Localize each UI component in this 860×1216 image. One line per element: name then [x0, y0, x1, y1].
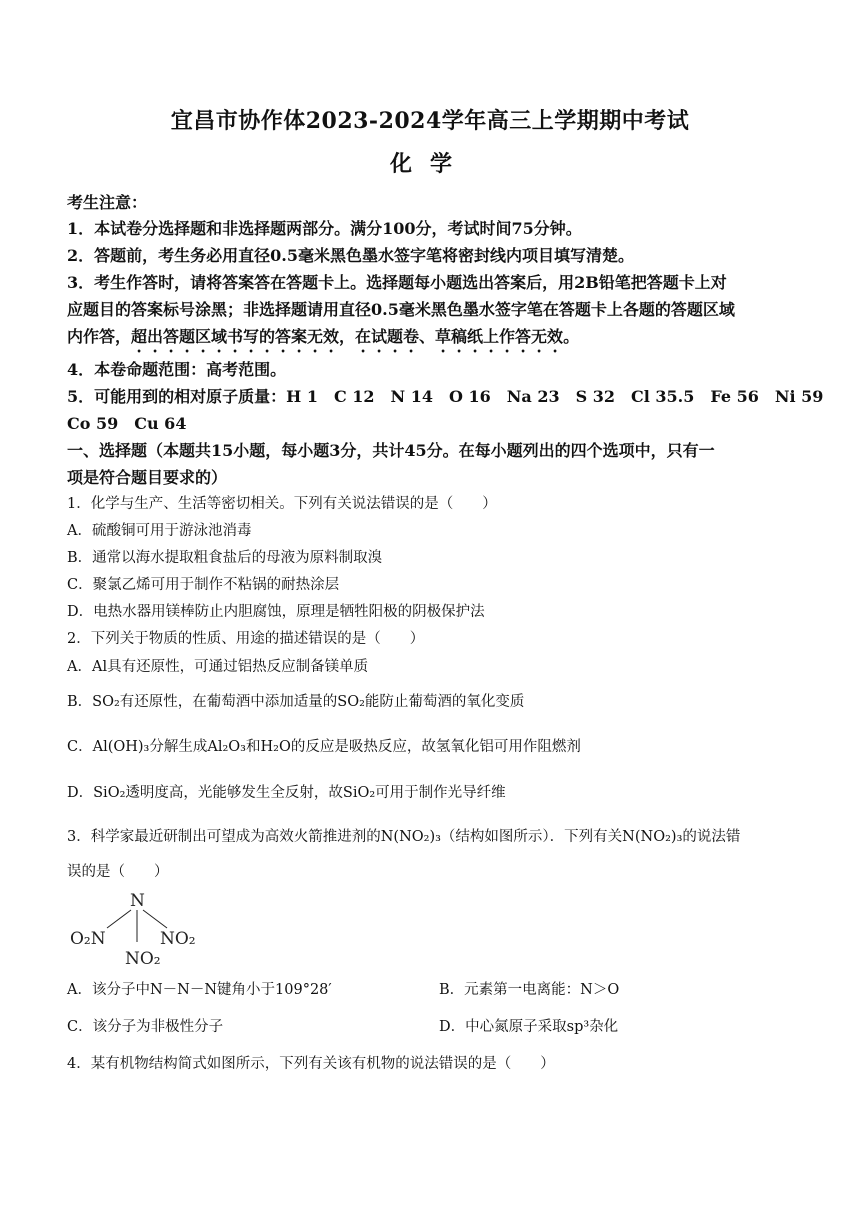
notice-3c-emph2: 在试题卷、草稿纸上作答无效 — [355, 327, 564, 346]
notice-line-3a: 3．考生作答时，请将答案答在答题卡上。选择题每小题选出答案后，用2B铅笔把答题卡上对 — [67, 273, 727, 292]
notice-line-1: 1．本试卷分选择题和非选择题两部分。满分100分，考试时间75分钟。 — [67, 219, 582, 238]
n-no2-3-structure — [67, 890, 207, 970]
q2-option-b: B．SO₂有还原性，在葡萄酒中添加适量的SO₂能防止葡萄酒的氧化变质 — [67, 694, 525, 710]
q3-option-d: D．中心氮原子采取sp³杂化 — [439, 1019, 619, 1035]
q1-option-d: D．电热水器用镁棒防止内胆腐蚀，原理是牺牲阳极的阴极保护法 — [67, 604, 485, 620]
right-no2-label: NO₂ — [160, 929, 196, 949]
central-n-label: N — [130, 891, 145, 911]
q1-option-c: C．聚氯乙烯可用于制作不粘锅的耐热涂层 — [67, 577, 340, 593]
q1-option-a: A．硫酸铜可用于游泳池消毒 — [67, 523, 252, 539]
q2-option-c: C．Al(OH)₃分解生成Al₂O₃和H₂O的反应是吸热反应，故氢氧化铝可用作阻燃剂 — [67, 739, 581, 755]
section-heading-2: 项是符合题目要求的） — [67, 468, 228, 487]
notice-3c-post: ， — [339, 327, 356, 346]
q1-stem: 1．化学与生产、生活等密切相关。下列有关说法错误的是（ ） — [67, 496, 497, 512]
bond-right — [143, 910, 167, 928]
subject-title: 化学 — [389, 151, 470, 177]
q3-option-b: B．元素第一电离能：N＞O — [439, 982, 620, 998]
notice-line-5a: 5．可能用到的相对原子质量：H 1 C 12 N 14 O 16 Na 23 S 32 Cl 35.5 Fe 56 Ni 59 — [67, 387, 824, 406]
exam-title: 宜昌市协作体2023-2024学年高三上学期期中考试 — [170, 108, 690, 134]
notice-line-4: 4．本卷命题范围：高考范围。 — [67, 360, 287, 379]
q3-option-c — [67, 1015, 795, 1036]
notice-3c-end: 。 — [563, 327, 580, 346]
q2-stem: 2．下列关于物质的性质、用途的描述错误的是（ ） — [67, 631, 425, 647]
section-heading-1: 一、选择题（本题共15小题，每小题3分，共计45分。在每小题列出的四个选项中，只有一 — [67, 441, 715, 460]
notice-3c-pre: 内作答， — [67, 327, 132, 346]
q2-option-d: D．SiO₂透明度高，光能够发生全反射，故SiO₂可用于制作光导纤维 — [67, 785, 506, 801]
bond-left — [107, 910, 131, 928]
bottom-no2-label: NO₂ — [125, 949, 161, 969]
notice-heading: 考生注意： — [67, 193, 148, 212]
q1-option-b: B．通常以海水提取粗食盐后的母液为原料制取溴 — [67, 550, 383, 566]
notice-3c-emph: 超出答题区域书写的答案无效 — [131, 327, 340, 346]
notice-line-3b: 应题目的答案标号涂黑；非选择题请用直径0.5毫米黑色墨水签字笔在答题卡上各题的答题区域 — [67, 300, 735, 319]
q4-stem: 4．某有机物结构简式如图所示，下列有关该有机物的说法错误的是（ ） — [67, 1056, 555, 1072]
notice-line-2: 2．答题前，考生务必用直径0.5毫米黑色墨水签字笔将密封线内项目填写清楚。 — [67, 246, 634, 265]
q3-option-a-text: A．该分子中N－N－N键角小于109°28′ — [67, 982, 332, 998]
q3-stem-2: 误的是（ ） — [67, 864, 169, 880]
notice-line-5b: Co 59 Cu 64 — [67, 414, 187, 433]
q3-option-c-text: C．该分子为非极性分子 — [67, 1019, 224, 1035]
q2-option-a: A．Al具有还原性，可通过铝热反应制备镁单质 — [67, 659, 369, 675]
left-no2-label: O₂N — [70, 929, 106, 949]
notice-line-3c — [67, 324, 795, 356]
q3-option-a — [67, 978, 795, 999]
q3-stem-1: 3．科学家最近研制出可望成为高效火箭推进剂的N(NO₂)₃（结构如图所示）．下列有关N(NO₂)₃的说法错 — [67, 829, 741, 845]
